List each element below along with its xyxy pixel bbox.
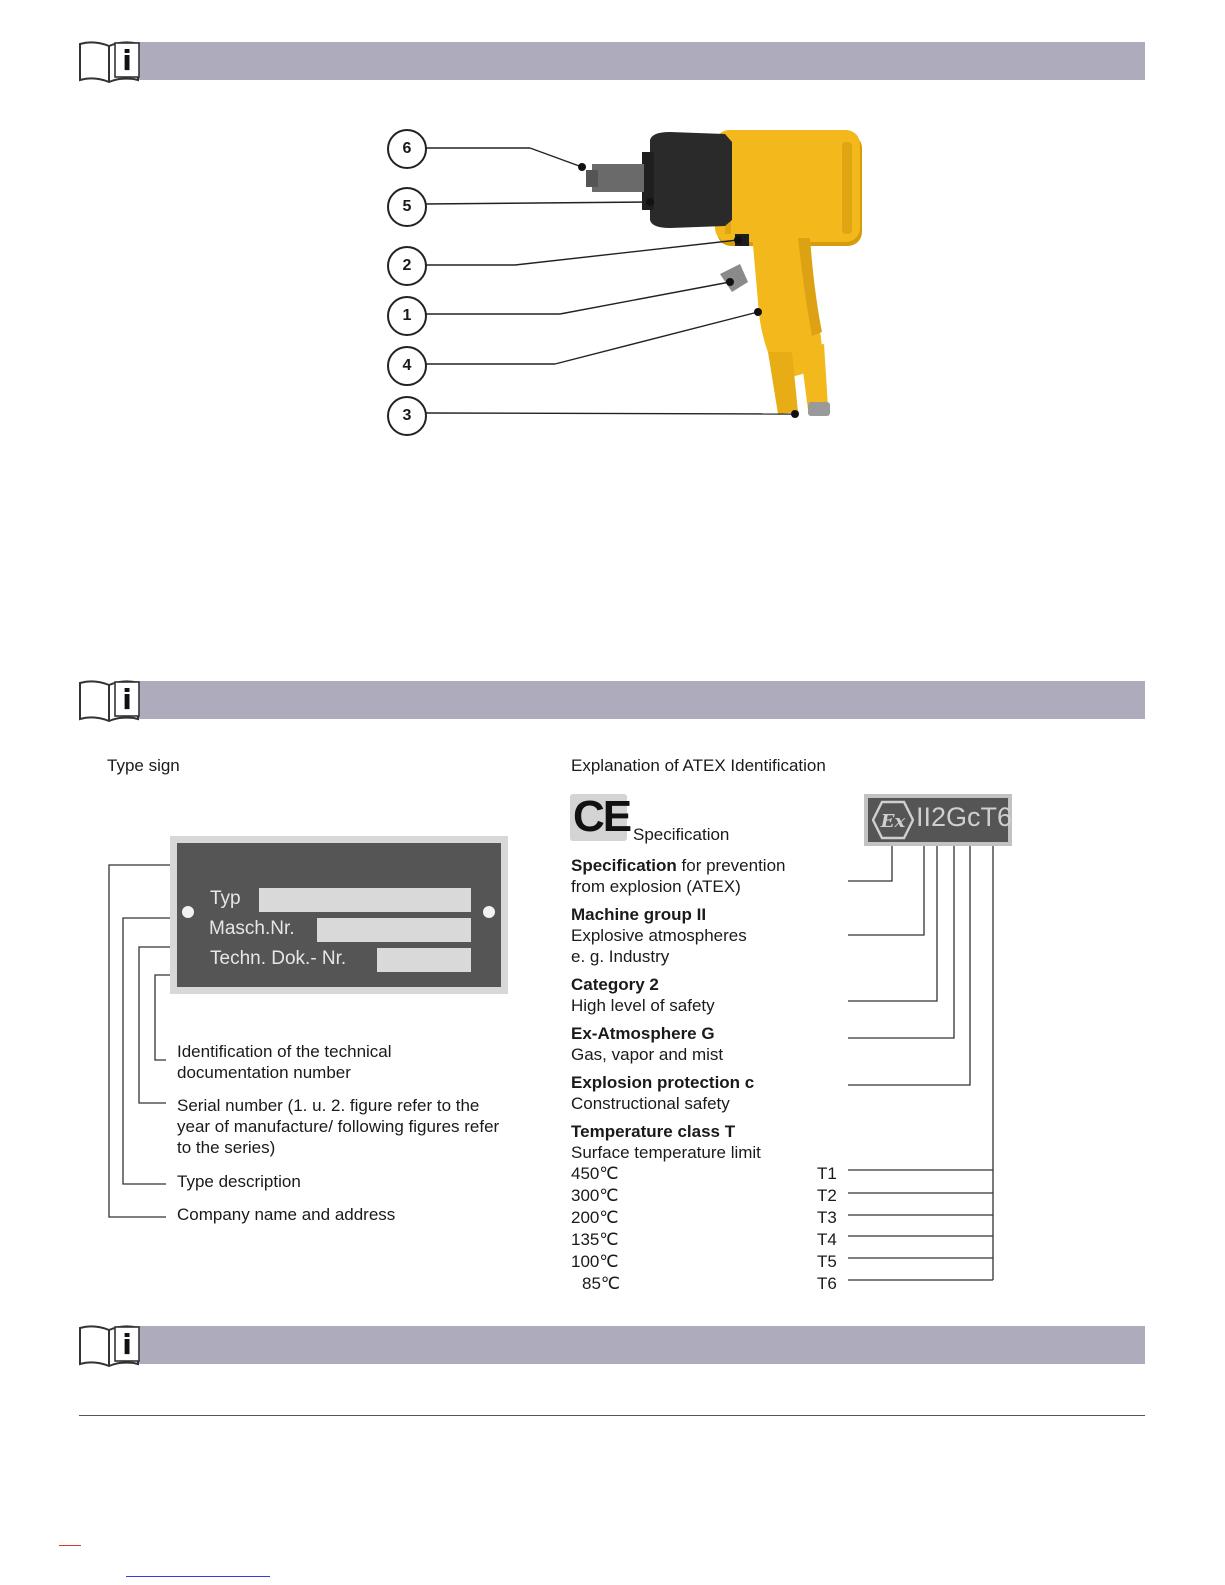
section-bar-2 [118, 681, 1145, 719]
type-sign-heading: Type sign [107, 756, 180, 775]
temp-class: T5 [817, 1252, 837, 1271]
ce-mark-text: CE [573, 792, 631, 841]
rivet [182, 906, 194, 918]
footer-link-underline [126, 1576, 270, 1577]
atex-connector-lines [840, 840, 1010, 1290]
plate-label-techn: Techn. Dok.- Nr. [210, 948, 347, 969]
atex-item-specification: Specification for prevention from explosion (ATEX) [571, 856, 786, 896]
impact-wrench-figure [380, 122, 880, 442]
temp-row: 450℃ [571, 1164, 619, 1183]
atex-item-machine-group: Machine group II Explosive atmospheres e. g. Industry [571, 905, 747, 966]
info-book-icon [76, 675, 142, 725]
svg-text:i: i [122, 683, 132, 716]
footer-rule [79, 1415, 1145, 1416]
svg-text:i: i [122, 1328, 132, 1361]
callout-3: 3 [387, 396, 427, 436]
ex-hexagon-icon [872, 800, 914, 840]
atex-item-explosion-protection: Explosion protection c Constructional safety [571, 1073, 755, 1113]
type-sign-leader-lines [100, 850, 180, 1230]
info-book-icon [76, 36, 142, 86]
legend-company: Company name and address [177, 1205, 396, 1224]
atex-item-temperature-class: Temperature class T Surface temperature limit [571, 1122, 761, 1162]
callout-4: 4 [387, 346, 427, 386]
temp-class: T1 [817, 1164, 837, 1183]
section-bar-1 [118, 42, 1145, 80]
atex-item-category: Category 2 High level of safety [571, 975, 715, 1015]
housing [715, 130, 860, 242]
legend-serial-number: Serial number (1. u. 2. figure refer to the year of manufacture/ following figures refer to the series) [177, 1096, 500, 1157]
callout-6: 6 [387, 129, 427, 169]
ce-mark [570, 792, 631, 841]
legend-technical-doc: Identification of the technical documentation number [177, 1042, 392, 1082]
temp-class: T6 [817, 1274, 837, 1293]
type-plate [170, 836, 508, 994]
atex-marking [864, 794, 1012, 846]
svg-text:Ex: Ex [880, 811, 906, 832]
plate-label-typ: Typ [210, 888, 241, 909]
ce-specification-caption: Specification [633, 825, 730, 844]
temp-class: T3 [817, 1208, 837, 1227]
section-bar-3 [118, 1326, 1145, 1364]
temp-row: 200℃ [571, 1208, 619, 1227]
temp-row: 300℃ [571, 1186, 619, 1205]
legend-type-description: Type description [177, 1172, 301, 1191]
temp-class: T2 [817, 1186, 837, 1205]
plate-field-techn [377, 948, 471, 972]
footer-mark-red [59, 1545, 81, 1546]
callout-5: 5 [387, 187, 427, 227]
temp-class: T4 [817, 1230, 837, 1249]
info-book-icon [76, 1320, 142, 1370]
rivet [483, 906, 495, 918]
temp-row: 100℃ [571, 1252, 619, 1271]
temp-row: 135℃ [571, 1230, 619, 1249]
callout-1: 1 [387, 296, 427, 336]
plate-label-masch: Masch.Nr. [209, 918, 295, 939]
plate-field-typ [259, 888, 471, 912]
temp-row: 85℃ [582, 1274, 621, 1293]
plate-field-masch [317, 918, 471, 942]
svg-text:i: i [122, 44, 132, 77]
callout-2: 2 [387, 246, 427, 286]
atex-heading: Explanation of ATEX Identification [571, 756, 826, 775]
atex-code: II2GcT6 [916, 802, 1013, 832]
atex-item-ex-atmosphere: Ex-Atmosphere G Gas, vapor and mist [571, 1024, 724, 1064]
